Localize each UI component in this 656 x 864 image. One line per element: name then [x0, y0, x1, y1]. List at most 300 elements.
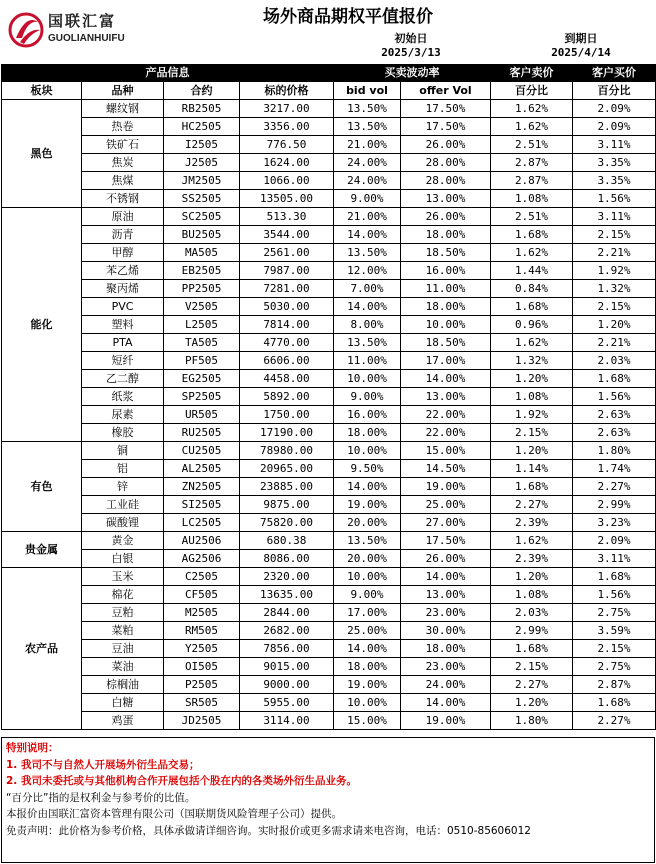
- table-row: [2, 154, 656, 172]
- product-cell: 原油: [82, 208, 164, 226]
- contract-cell: SS2505: [164, 190, 240, 208]
- product-cell: 铝: [82, 460, 164, 478]
- sector-cell: 贵金属: [2, 532, 82, 568]
- table-row: [2, 298, 656, 316]
- price-cell: 7281.00: [240, 280, 334, 298]
- price-cell: 2561.00: [240, 244, 334, 262]
- table-row: [2, 136, 656, 154]
- sell-pct-cell: 2.15%: [491, 424, 573, 442]
- notes-line-3: “百分比”指的是权利金与参考价的比值。: [6, 791, 196, 804]
- sell-pct-cell: 1.62%: [491, 532, 573, 550]
- sell-pct-cell: 2.03%: [491, 604, 573, 622]
- table-row: [2, 514, 656, 532]
- product-cell: 豆油: [82, 640, 164, 658]
- offer-vol-cell: 14.00%: [401, 568, 491, 586]
- sell-pct-cell: 1.44%: [491, 262, 573, 280]
- sell-pct-cell: 1.68%: [491, 478, 573, 496]
- product-cell: 碳酸锂: [82, 514, 164, 532]
- table-row: [2, 460, 656, 478]
- contract-cell: OI505: [164, 658, 240, 676]
- contract-cell: L2505: [164, 316, 240, 334]
- table-row: [2, 334, 656, 352]
- contract-cell: HC2505: [164, 118, 240, 136]
- table-row: [2, 622, 656, 640]
- bid-vol-cell: 14.00%: [334, 298, 401, 316]
- notes-line-2: 2. 我司未委托或与其他机构合作开展包括个股在内的各类场外衍生品业务。: [6, 775, 357, 787]
- buy-pct-cell: 2.21%: [573, 334, 656, 352]
- contract-cell: AL2505: [164, 460, 240, 478]
- price-cell: 6606.00: [240, 352, 334, 370]
- bid-vol-cell: 24.00%: [334, 154, 401, 172]
- offer-vol-cell: 11.00%: [401, 280, 491, 298]
- sell-pct-cell: 1.68%: [491, 640, 573, 658]
- table-row: [2, 370, 656, 388]
- contract-cell: SP2505: [164, 388, 240, 406]
- sell-pct-cell: 1.08%: [491, 190, 573, 208]
- col-header-contract: 合约: [164, 82, 240, 100]
- offer-vol-cell: 23.00%: [401, 604, 491, 622]
- offer-vol-cell: 25.00%: [401, 496, 491, 514]
- sell-pct-cell: 2.87%: [491, 172, 573, 190]
- table-row: [2, 208, 656, 226]
- sell-pct-cell: 1.20%: [491, 370, 573, 388]
- contract-cell: Y2505: [164, 640, 240, 658]
- contract-cell: M2505: [164, 604, 240, 622]
- buy-pct-cell: 3.11%: [573, 550, 656, 568]
- bid-vol-cell: 13.50%: [334, 244, 401, 262]
- offer-vol-cell: 22.00%: [401, 406, 491, 424]
- bid-vol-cell: 15.00%: [334, 712, 401, 730]
- contract-cell: V2505: [164, 298, 240, 316]
- product-cell: 棉花: [82, 586, 164, 604]
- buy-pct-cell: 2.15%: [573, 226, 656, 244]
- product-cell: 苯乙烯: [82, 262, 164, 280]
- contract-cell: LC2505: [164, 514, 240, 532]
- contract-cell: AG2506: [164, 550, 240, 568]
- price-cell: 8086.00: [240, 550, 334, 568]
- buy-pct-cell: 2.75%: [573, 604, 656, 622]
- bid-vol-cell: 9.50%: [334, 460, 401, 478]
- product-cell: 焦炭: [82, 154, 164, 172]
- buy-pct-cell: 1.68%: [573, 568, 656, 586]
- offer-vol-cell: 18.50%: [401, 334, 491, 352]
- end-date-value: 2025/4/14: [551, 46, 611, 59]
- price-cell: 20965.00: [240, 460, 334, 478]
- offer-vol-cell: 18.00%: [401, 640, 491, 658]
- table-row: [2, 604, 656, 622]
- price-cell: 9875.00: [240, 496, 334, 514]
- sector-cell: 能化: [2, 208, 82, 442]
- buy-pct-cell: 2.15%: [573, 640, 656, 658]
- buy-pct-cell: 2.87%: [573, 676, 656, 694]
- buy-pct-cell: 2.09%: [573, 100, 656, 118]
- contract-cell: ZN2505: [164, 478, 240, 496]
- buy-pct-cell: 2.21%: [573, 244, 656, 262]
- offer-vol-cell: 18.00%: [401, 298, 491, 316]
- price-cell: 13635.00: [240, 586, 334, 604]
- product-cell: 白糖: [82, 694, 164, 712]
- sell-pct-cell: 1.62%: [491, 244, 573, 262]
- contract-cell: I2505: [164, 136, 240, 154]
- price-cell: 3114.00: [240, 712, 334, 730]
- buy-pct-cell: 1.80%: [573, 442, 656, 460]
- buy-pct-cell: 1.56%: [573, 388, 656, 406]
- contract-cell: JD2505: [164, 712, 240, 730]
- product-cell: 菜油: [82, 658, 164, 676]
- buy-pct-cell: 1.74%: [573, 460, 656, 478]
- table-row: [2, 262, 656, 280]
- price-cell: 2844.00: [240, 604, 334, 622]
- price-cell: 3356.00: [240, 118, 334, 136]
- buy-pct-cell: 2.75%: [573, 658, 656, 676]
- table-row: [2, 406, 656, 424]
- group-header-client-sell: 客户卖价: [491, 65, 573, 82]
- price-cell: 23885.00: [240, 478, 334, 496]
- product-cell: 尿素: [82, 406, 164, 424]
- offer-vol-cell: 24.00%: [401, 676, 491, 694]
- end-date-label: 到期日: [564, 32, 598, 45]
- notes-panel: [1, 737, 655, 863]
- product-cell: 棕榈油: [82, 676, 164, 694]
- bid-vol-cell: 10.00%: [334, 442, 401, 460]
- product-cell: 橡胶: [82, 424, 164, 442]
- table-row: [2, 280, 656, 298]
- offer-vol-cell: 26.00%: [401, 550, 491, 568]
- bid-vol-cell: 18.00%: [334, 658, 401, 676]
- price-cell: 680.38: [240, 532, 334, 550]
- start-date-label: 初始日: [394, 32, 428, 45]
- bid-vol-cell: 11.00%: [334, 352, 401, 370]
- table-row: [2, 658, 656, 676]
- product-cell: 工业硅: [82, 496, 164, 514]
- offer-vol-cell: 14.50%: [401, 460, 491, 478]
- sell-pct-cell: 1.32%: [491, 352, 573, 370]
- table-row: [2, 586, 656, 604]
- sell-pct-cell: 2.39%: [491, 550, 573, 568]
- group-header-vol: 买卖波动率: [334, 65, 491, 82]
- contract-cell: UR505: [164, 406, 240, 424]
- contract-cell: PP2505: [164, 280, 240, 298]
- bid-vol-cell: 13.50%: [334, 334, 401, 352]
- sell-pct-cell: 0.96%: [491, 316, 573, 334]
- price-cell: 75820.00: [240, 514, 334, 532]
- bid-vol-cell: 18.00%: [334, 424, 401, 442]
- product-cell: 黄金: [82, 532, 164, 550]
- sell-pct-cell: 2.27%: [491, 496, 573, 514]
- price-cell: 4458.00: [240, 370, 334, 388]
- contract-cell: SC2505: [164, 208, 240, 226]
- contract-cell: C2505: [164, 568, 240, 586]
- price-cell: 2320.00: [240, 568, 334, 586]
- col-header-buy-pct: 百分比: [573, 82, 656, 100]
- buy-pct-cell: 3.59%: [573, 622, 656, 640]
- offer-vol-cell: 27.00%: [401, 514, 491, 532]
- price-cell: 3544.00: [240, 226, 334, 244]
- buy-pct-cell: 2.63%: [573, 406, 656, 424]
- offer-vol-cell: 28.00%: [401, 172, 491, 190]
- product-cell: 短纤: [82, 352, 164, 370]
- table-row: [2, 172, 656, 190]
- table-row: [2, 316, 656, 334]
- sell-pct-cell: 2.51%: [491, 136, 573, 154]
- table-row: [2, 244, 656, 262]
- table-row: [2, 640, 656, 658]
- buy-pct-cell: 2.15%: [573, 298, 656, 316]
- table-row: [2, 550, 656, 568]
- group-header-client-buy: 客户买价: [573, 65, 656, 82]
- bid-vol-cell: 13.50%: [334, 118, 401, 136]
- product-cell: 玉米: [82, 568, 164, 586]
- table-row: [2, 100, 656, 118]
- product-cell: 豆粕: [82, 604, 164, 622]
- product-cell: 聚丙烯: [82, 280, 164, 298]
- contract-cell: P2505: [164, 676, 240, 694]
- product-cell: 焦煤: [82, 172, 164, 190]
- buy-pct-cell: 3.23%: [573, 514, 656, 532]
- offer-vol-cell: 23.00%: [401, 658, 491, 676]
- offer-vol-cell: 14.00%: [401, 694, 491, 712]
- contract-cell: JM2505: [164, 172, 240, 190]
- offer-vol-cell: 30.00%: [401, 622, 491, 640]
- buy-pct-cell: 2.63%: [573, 424, 656, 442]
- sell-pct-cell: 1.08%: [491, 586, 573, 604]
- price-cell: 776.50: [240, 136, 334, 154]
- sell-pct-cell: 2.27%: [491, 676, 573, 694]
- bid-vol-cell: 21.00%: [334, 136, 401, 154]
- price-cell: 7987.00: [240, 262, 334, 280]
- price-cell: 1066.00: [240, 172, 334, 190]
- product-cell: 乙二醇: [82, 370, 164, 388]
- contract-cell: EG2505: [164, 370, 240, 388]
- sell-pct-cell: 1.14%: [491, 460, 573, 478]
- bid-vol-cell: 17.00%: [334, 604, 401, 622]
- sell-pct-cell: 2.15%: [491, 658, 573, 676]
- table-row: [2, 694, 656, 712]
- sell-pct-cell: 1.80%: [491, 712, 573, 730]
- contract-cell: PF505: [164, 352, 240, 370]
- table-row: [2, 118, 656, 136]
- price-cell: 1624.00: [240, 154, 334, 172]
- product-cell: PVC: [82, 298, 164, 316]
- price-cell: 1750.00: [240, 406, 334, 424]
- start-date-value: 2025/3/13: [381, 46, 441, 59]
- price-cell: 78980.00: [240, 442, 334, 460]
- bid-vol-cell: 13.50%: [334, 100, 401, 118]
- notes-line-1: 1. 我司不与自然人开展场外衍生品交易；: [6, 758, 200, 771]
- buy-pct-cell: 2.27%: [573, 478, 656, 496]
- product-cell: PTA: [82, 334, 164, 352]
- offer-vol-cell: 17.50%: [401, 118, 491, 136]
- sell-pct-cell: 1.62%: [491, 100, 573, 118]
- report-header: [0, 0, 656, 64]
- buy-pct-cell: 3.11%: [573, 136, 656, 154]
- bid-vol-cell: 9.00%: [334, 388, 401, 406]
- product-cell: 鸡蛋: [82, 712, 164, 730]
- product-cell: 塑料: [82, 316, 164, 334]
- product-cell: 热卷: [82, 118, 164, 136]
- buy-pct-cell: 1.56%: [573, 586, 656, 604]
- bid-vol-cell: 8.00%: [334, 316, 401, 334]
- contract-cell: RM505: [164, 622, 240, 640]
- quote-table-body: [2, 100, 656, 730]
- bid-vol-cell: 19.00%: [334, 496, 401, 514]
- table-row: [2, 442, 656, 460]
- bid-vol-cell: 20.00%: [334, 550, 401, 568]
- sector-cell: 黑色: [2, 100, 82, 208]
- buy-pct-cell: 2.03%: [573, 352, 656, 370]
- logo-text-cn: 国联汇富: [48, 12, 117, 30]
- buy-pct-cell: 1.56%: [573, 190, 656, 208]
- contract-cell: MA505: [164, 244, 240, 262]
- page-title: 场外商品期权平值报价: [263, 7, 433, 27]
- sector-cell: 农产品: [2, 568, 82, 730]
- table-row: [2, 226, 656, 244]
- bid-vol-cell: 9.00%: [334, 586, 401, 604]
- bid-vol-cell: 25.00%: [334, 622, 401, 640]
- offer-vol-cell: 17.50%: [401, 532, 491, 550]
- bid-vol-cell: 7.00%: [334, 280, 401, 298]
- quote-table: [1, 64, 656, 730]
- offer-vol-cell: 15.00%: [401, 442, 491, 460]
- offer-vol-cell: 17.50%: [401, 100, 491, 118]
- table-row: [2, 388, 656, 406]
- col-header-price: 标的价格: [240, 82, 334, 100]
- buy-pct-cell: 3.35%: [573, 172, 656, 190]
- price-cell: 7856.00: [240, 640, 334, 658]
- contract-cell: EB2505: [164, 262, 240, 280]
- sell-pct-cell: 1.62%: [491, 118, 573, 136]
- buy-pct-cell: 2.09%: [573, 532, 656, 550]
- sell-pct-cell: 0.84%: [491, 280, 573, 298]
- buy-pct-cell: 1.68%: [573, 694, 656, 712]
- sell-pct-cell: 1.68%: [491, 226, 573, 244]
- table-row: [2, 676, 656, 694]
- product-cell: 沥青: [82, 226, 164, 244]
- column-header-row: [2, 82, 656, 100]
- contract-cell: AU2506: [164, 532, 240, 550]
- price-cell: 9015.00: [240, 658, 334, 676]
- buy-pct-cell: 1.68%: [573, 370, 656, 388]
- price-cell: 5030.00: [240, 298, 334, 316]
- offer-vol-cell: 19.00%: [401, 478, 491, 496]
- product-cell: 纸浆: [82, 388, 164, 406]
- product-cell: 菜粕: [82, 622, 164, 640]
- contract-cell: SI2505: [164, 496, 240, 514]
- price-cell: 9000.00: [240, 676, 334, 694]
- logo-text-en: GUOLIANHUIFU: [48, 33, 125, 44]
- contract-cell: SR505: [164, 694, 240, 712]
- product-cell: 铁矿石: [82, 136, 164, 154]
- buy-pct-cell: 3.35%: [573, 154, 656, 172]
- sell-pct-cell: 1.20%: [491, 442, 573, 460]
- product-cell: 不锈钢: [82, 190, 164, 208]
- bid-vol-cell: 20.00%: [334, 514, 401, 532]
- table-row: [2, 712, 656, 730]
- product-cell: 螺纹钢: [82, 100, 164, 118]
- sell-pct-cell: 2.99%: [491, 622, 573, 640]
- price-cell: 513.30: [240, 208, 334, 226]
- offer-vol-cell: 18.00%: [401, 226, 491, 244]
- notes-line-5: 免责声明：此价格为参考价格，具体承做请详细咨询。实时报价或更多需求请来电咨询，电话：0510-85606012: [6, 824, 531, 837]
- product-cell: 甲醇: [82, 244, 164, 262]
- table-row: [2, 532, 656, 550]
- group-header-row: [2, 65, 656, 82]
- price-cell: 3217.00: [240, 100, 334, 118]
- bid-vol-cell: 21.00%: [334, 208, 401, 226]
- col-header-offer-vol: offer Vol: [401, 82, 491, 100]
- sell-pct-cell: 2.51%: [491, 208, 573, 226]
- bid-vol-cell: 14.00%: [334, 226, 401, 244]
- price-cell: 2682.00: [240, 622, 334, 640]
- product-cell: 铜: [82, 442, 164, 460]
- table-row: [2, 190, 656, 208]
- sell-pct-cell: 1.92%: [491, 406, 573, 424]
- table-row: [2, 568, 656, 586]
- offer-vol-cell: 22.00%: [401, 424, 491, 442]
- sell-pct-cell: 2.39%: [491, 514, 573, 532]
- offer-vol-cell: 13.00%: [401, 586, 491, 604]
- buy-pct-cell: 2.27%: [573, 712, 656, 730]
- notes-title: 特别说明：: [6, 742, 59, 754]
- bid-vol-cell: 13.50%: [334, 532, 401, 550]
- sell-pct-cell: 2.87%: [491, 154, 573, 172]
- notes-line-4: 本报价由国联汇富资本管理有限公司（国联期货风险管理子公司）提供。: [6, 808, 342, 820]
- col-header-sell-pct: 百分比: [491, 82, 573, 100]
- buy-pct-cell: 2.09%: [573, 118, 656, 136]
- contract-cell: RU2505: [164, 424, 240, 442]
- offer-vol-cell: 28.00%: [401, 154, 491, 172]
- offer-vol-cell: 18.50%: [401, 244, 491, 262]
- buy-pct-cell: 1.92%: [573, 262, 656, 280]
- offer-vol-cell: 13.00%: [401, 388, 491, 406]
- price-cell: 5892.00: [240, 388, 334, 406]
- buy-pct-cell: 1.20%: [573, 316, 656, 334]
- price-cell: 4770.00: [240, 334, 334, 352]
- bid-vol-cell: 10.00%: [334, 694, 401, 712]
- price-cell: 7814.00: [240, 316, 334, 334]
- offer-vol-cell: 19.00%: [401, 712, 491, 730]
- contract-cell: BU2505: [164, 226, 240, 244]
- offer-vol-cell: 26.00%: [401, 208, 491, 226]
- price-cell: 5955.00: [240, 694, 334, 712]
- bid-vol-cell: 10.00%: [334, 370, 401, 388]
- price-cell: 13505.00: [240, 190, 334, 208]
- price-cell: 17190.00: [240, 424, 334, 442]
- offer-vol-cell: 17.00%: [401, 352, 491, 370]
- table-row: [2, 496, 656, 514]
- sell-pct-cell: 1.20%: [491, 568, 573, 586]
- table-row: [2, 424, 656, 442]
- table-row: [2, 352, 656, 370]
- buy-pct-cell: 1.32%: [573, 280, 656, 298]
- contract-cell: CU2505: [164, 442, 240, 460]
- sector-cell: 有色: [2, 442, 82, 532]
- col-header-bid-vol: bid vol: [334, 82, 401, 100]
- sell-pct-cell: 1.62%: [491, 334, 573, 352]
- group-header-product-info: 产品信息: [2, 65, 334, 82]
- contract-cell: RB2505: [164, 100, 240, 118]
- offer-vol-cell: 10.00%: [401, 316, 491, 334]
- buy-pct-cell: 2.99%: [573, 496, 656, 514]
- contract-cell: J2505: [164, 154, 240, 172]
- sell-pct-cell: 1.20%: [491, 694, 573, 712]
- col-header-sector: 板块: [2, 82, 82, 100]
- sell-pct-cell: 1.68%: [491, 298, 573, 316]
- bid-vol-cell: 19.00%: [334, 676, 401, 694]
- offer-vol-cell: 14.00%: [401, 370, 491, 388]
- contract-cell: TA505: [164, 334, 240, 352]
- table-row: [2, 478, 656, 496]
